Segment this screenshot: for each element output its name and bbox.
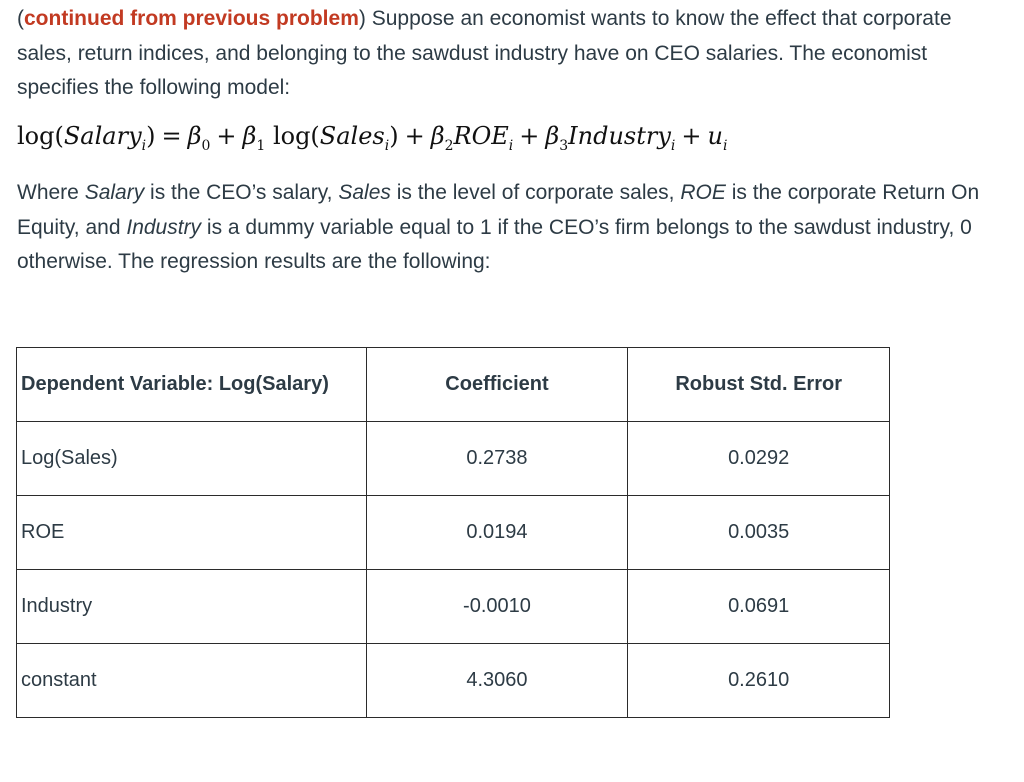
intro-text: ) Suppose an economist wants to know the effect that corporate sales, return indices, and belonging to the sawdust industry have on CEO salaries. The economist specifies the following model: <box>17 7 952 99</box>
eq-sub-2: 2 <box>444 137 454 154</box>
eq-sub-0: 0 <box>201 137 211 154</box>
eq-plus: + <box>681 122 702 150</box>
where-text: is the CEO’s salary, <box>144 181 339 204</box>
eq-sub-1: 1 <box>256 137 266 154</box>
eq-industry: Industry <box>568 122 671 150</box>
table-header-row <box>17 348 890 422</box>
row-std-error: 0.2610 <box>628 644 890 718</box>
eq-sub-3: 3 <box>559 137 569 154</box>
row-std-error: 0.0292 <box>628 422 890 496</box>
table-row <box>17 496 890 570</box>
eq-sub-i: i <box>722 137 728 154</box>
eq-sub-i: i <box>508 137 514 154</box>
row-std-error: 0.0035 <box>628 496 890 570</box>
where-roe: ROE <box>680 181 726 204</box>
row-variable: constant <box>17 644 367 718</box>
intro-open-paren: ( <box>17 7 24 30</box>
row-coefficient: -0.0010 <box>366 570 628 644</box>
model-equation <box>17 122 727 154</box>
eq-plus: + <box>216 122 237 150</box>
where-salary: Salary <box>84 181 145 204</box>
row-std-error: 0.0691 <box>628 570 890 644</box>
problem-intro <box>17 2 1007 106</box>
eq-beta1: β <box>242 122 257 150</box>
table-row <box>17 570 890 644</box>
where-text: is the level of corporate sales, <box>390 181 681 204</box>
eq-close-paren: ) <box>389 122 399 150</box>
eq-beta3: β <box>545 122 560 150</box>
eq-sub-i: i <box>141 137 147 154</box>
row-variable: Industry <box>17 570 367 644</box>
eq-beta2: β <box>430 122 445 150</box>
eq-roe: ROE <box>453 122 509 150</box>
eq-sales: Sales <box>319 122 385 150</box>
eq-salary: Salary <box>63 122 142 150</box>
where-sales: Sales <box>338 181 391 204</box>
continued-highlight: continued from previous problem <box>24 7 359 30</box>
where-text: is a dummy variable equal to 1 if the CEO’s firm belongs to the sawdust industry, 0 otherwise. The regression results are the following: <box>17 215 972 273</box>
row-variable: Log(Sales) <box>17 422 367 496</box>
regression-results-table <box>16 347 890 718</box>
row-coefficient: 4.3060 <box>366 644 628 718</box>
header-robust-std-error: Robust Std. Error <box>628 348 890 422</box>
eq-beta0: β <box>187 122 202 150</box>
header-coefficient: Coefficient <box>366 348 628 422</box>
where-text: is the corporate Return On Equity, and <box>17 181 980 239</box>
eq-log-sales: log( <box>272 122 320 150</box>
header-dependent-variable: Dependent Variable: Log(Salary) <box>17 348 367 422</box>
eq-equals: = <box>161 122 182 150</box>
row-coefficient: 0.2738 <box>366 422 628 496</box>
eq-error-term: u <box>707 122 723 150</box>
eq-plus: + <box>519 122 540 150</box>
eq-plus: + <box>404 122 425 150</box>
table-row <box>17 422 890 496</box>
row-coefficient: 0.0194 <box>366 496 628 570</box>
variable-definitions <box>17 176 1007 280</box>
row-variable: ROE <box>17 496 367 570</box>
eq-sub-i: i <box>670 137 676 154</box>
table-row <box>17 644 890 718</box>
eq-close-paren: ) <box>146 122 156 150</box>
where-text: Where <box>17 181 85 204</box>
eq-log: log( <box>17 122 64 150</box>
where-industry: Industry <box>126 215 202 239</box>
eq-sub-i: i <box>384 137 390 154</box>
